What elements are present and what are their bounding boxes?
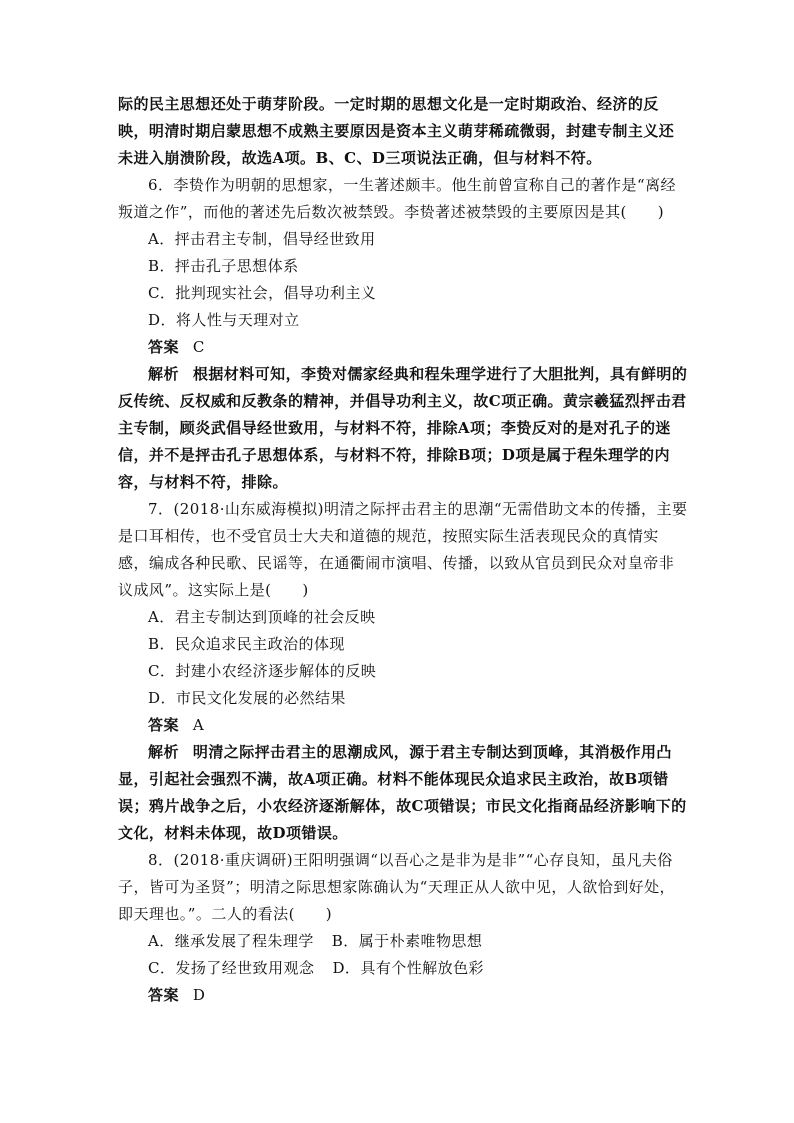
question-8-options-row-2 [118,955,688,982]
analysis-text: 根据材料可知，李贽对儒家经典和程朱理学进行了大胆批判，具有鲜明的反传统、反权威和反教条的精神，并倡导功利主义，故C项正确。黄宗羲猛烈抨击君主专制，顾炎武倡导经世致用，与材料不符，排除A项；李贽反对的是对孔子的迷信，并不是抨击孔子思想体系，与材料不符，排除B项；D项是属于程朱理学的内容，与材料不符，排除。 [118,365,688,491]
intro-paragraph: 际的民主思想还处于萌芽阶段。一定时期的思想文化是一定时期政治、经济的反映，明清时期启蒙思想不成熟主要原因是资本主义萌芽稀疏微弱，封建专制主义还未进入崩溃阶段，故选A项。B、C、D三项说法正确，但与材料不符。 [118,95,675,167]
question-7-option-c: C．封建小农经济逐步解体的反映 [148,662,377,680]
answer-value: A [192,716,205,734]
question-6-option-d: D．将人性与天理对立 [148,311,300,329]
analysis-text: 明清之际抨击君主的思潮成风，源于君主专制达到顶峰，其消极作用凸显，引起社会强烈不满，故A项正确。材料不能体现民众追求民主政治，故B项错误；鸦片战争之后，小农经济逐渐解体，故C项错误；市民文化指商品经济影响下的文化，材料未体现，故D项错误。 [118,743,687,842]
question-7-option-b: B．民众追求民主政治的体现 [148,635,345,653]
question-6-stem: 6．李贽作为明朝的思想家，一生著述颇丰。他生前曾宣称自己的著作是“离经叛道之作”，而他的著述先后数次被禁毁。李贽著述被禁毁的主要原因是其( ) [118,176,676,221]
question-7-answer [118,712,688,739]
question-8-options-row-1 [118,928,688,955]
question-6-option-c: C．批判现实社会，倡导功利主义 [148,284,377,302]
answer-label: 答案 [148,338,179,356]
question-7-analysis [118,739,688,847]
question-8-option-d: D．具有个性解放色彩 [332,959,484,977]
answer-value: D [192,986,206,1004]
question-7-option-a: A．君主专制达到顶峰的社会反映 [148,608,376,626]
question-8-stem: 8．(2018·重庆调研)王阳明强调“以吾心之是非为是非”“心存良知，虽凡夫俗子，皆可为圣贤”；明清之际思想家陈确认为“天理正从人欲中见，人欲恰到好处，即天理也。”。二人的看法( ) [118,851,675,923]
analysis-label: 解析 [148,365,179,383]
question-8-option-c: C．发扬了经世致用观念 [148,959,315,977]
question-8-option-b: B．属于朴素唯物思想 [331,932,483,950]
question-6-option-a: A．抨击君主专制，倡导经世致用 [148,230,376,248]
document-body [118,91,688,1009]
question-6-option-b: B．抨击孔子思想体系 [148,257,299,275]
question-8-answer [118,982,688,1009]
answer-label: 答案 [148,716,179,734]
question-6-answer [118,334,688,361]
question-6-analysis [118,361,688,496]
answer-label: 答案 [148,986,179,1004]
answer-value: C [192,338,205,356]
analysis-label: 解析 [148,743,179,761]
question-7-option-d: D．市民文化发展的必然结果 [148,689,346,707]
question-8-option-a: A．继承发展了程朱理学 [148,932,314,950]
question-7-stem: 7．(2018·山东威海模拟)明清之际抨击君主的思潮“无需借助文本的传播，主要是口耳相传，也不受官员士大夫和道德的规范，按照实际生活表现民众的真情实感，编成各种民歌、民谣等，在通衢闹市演唱、传播，以致从官员到民众对皇帝非议成风”。这实际上是( ) [118,500,688,599]
